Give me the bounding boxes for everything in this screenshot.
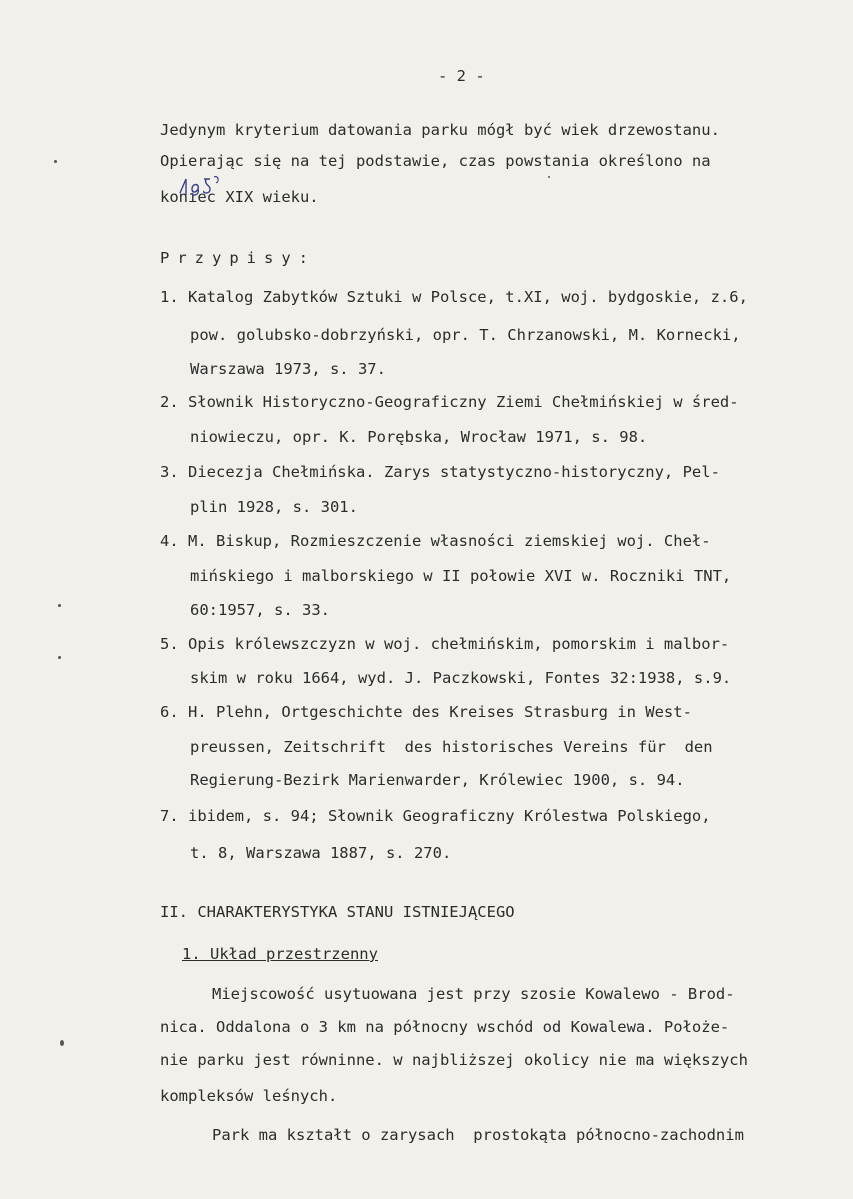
handwritten-annotation xyxy=(176,173,228,199)
footnote-3: 3. Diecezja Chełmińska. Zarys statystyczno-historyczny, Pel- xyxy=(160,463,720,481)
intro-line: Opierając się na tej podstawie, czas powstania określono na xyxy=(160,152,711,170)
footnote-2: 2. Słownik Historyczno-Geograficzny Ziemi Chełmińskiej w śred- xyxy=(160,393,739,411)
page-number: - 2 - xyxy=(438,67,485,85)
body-line: nie parku jest równinne. w najbliższej okolicy nie ma większych xyxy=(160,1051,748,1069)
footnote-6-continuation: preussen, Zeitschrift des historisches Vereins für den xyxy=(190,738,713,756)
footnote-4-continuation: 60:1957, s. 33. xyxy=(190,601,330,619)
margin-mark xyxy=(58,604,61,607)
body-line: Miejscowość usytuowana jest przy szosie Kowalewo - Brod- xyxy=(212,985,735,1003)
footnote-3-continuation: plin 1928, s. 301. xyxy=(190,498,358,516)
footnote-1-continuation: Warszawa 1973, s. 37. xyxy=(190,360,386,378)
footnote-7-continuation: t. 8, Warszawa 1887, s. 270. xyxy=(190,844,452,862)
intro-line: Jedynym kryterium datowania parku mógł być wiek drzewostanu. xyxy=(160,121,720,139)
margin-mark xyxy=(58,656,61,659)
footnote-7: 7. ibidem, s. 94; Słownik Geograficzny Królestwa Polskiego, xyxy=(160,807,711,825)
margin-mark xyxy=(60,1040,64,1046)
section-title: II. CHARAKTERYSTYKA STANU ISTNIEJĄCEGO xyxy=(160,903,515,921)
intro-line: koniec XIX wieku. xyxy=(160,188,319,206)
body-line: nica. Oddalona o 3 km na północny wschód od Kowalewa. Położe- xyxy=(160,1018,730,1036)
footnote-6: 6. H. Plehn, Ortgeschichte des Kreises Strasburg in West- xyxy=(160,703,692,721)
footnote-4: 4. M. Biskup, Rozmieszczenie własności ziemskiej woj. Cheł- xyxy=(160,532,711,550)
footnote-6-continuation: Regierung-Bezirk Marienwarder, Królewiec 1900, s. 94. xyxy=(190,771,685,789)
margin-mark xyxy=(54,160,57,163)
footnote-2-continuation: niowieczu, opr. K. Porębska, Wrocław 1971, s. 98. xyxy=(190,428,648,446)
footnote-1: 1. Katalog Zabytków Sztuki w Polsce, t.XI, woj. bydgoskie, z.6, xyxy=(160,288,748,306)
footnote-5: 5. Opis królewszczyzn w woj. chełmińskim, pomorskim i malbor- xyxy=(160,635,730,653)
footnotes-heading: Przypisy: xyxy=(160,249,316,267)
footnote-4-continuation: mińskiego i malborskiego w II połowie XVI w. Roczniki TNT, xyxy=(190,567,732,585)
footnote-5-continuation: skim w roku 1664, wyd. J. Paczkowski, Fontes 32:1938, s.9. xyxy=(190,669,732,687)
footnote-1-continuation: pow. golubsko-dobrzyński, opr. T. Chrzanowski, M. Kornecki, xyxy=(190,326,741,344)
margin-mark xyxy=(548,176,550,178)
subsection-title: 1. Układ przestrzenny xyxy=(182,945,378,963)
body-line: kompleksów leśnych. xyxy=(160,1087,338,1105)
body-line: Park ma kształt o zarysach prostokąta północno-zachodnim xyxy=(212,1126,744,1144)
